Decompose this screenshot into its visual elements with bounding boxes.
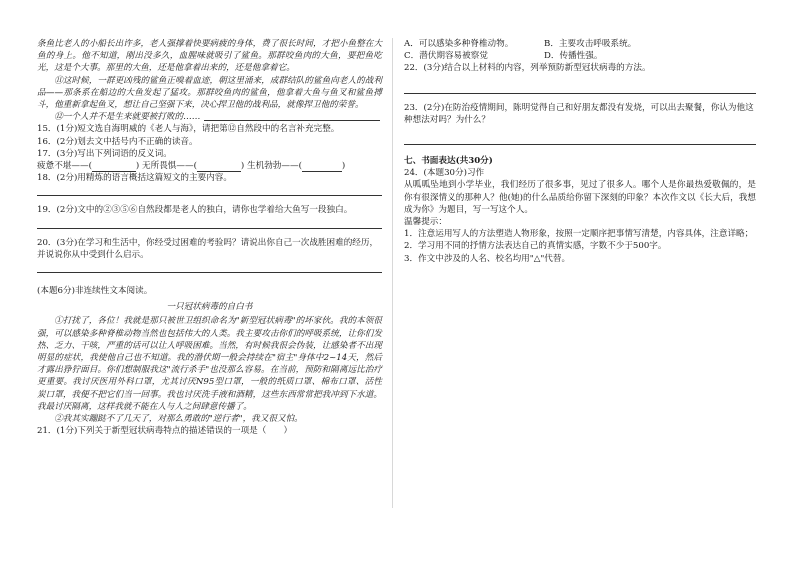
- right-column: [404, 38, 756, 265]
- question-19: 19．(2分)文中的②③⑤⑥自然段都是老人的独白，请你也学着给大鱼写一段独白。: [37, 205, 353, 216]
- antonym-2: ) 无所畏惧——(: [135, 161, 197, 172]
- passage-paragraph: 条鱼比老人的小船长出许多，老人强撑着快要病疲的身体，费了很长时间，才把小鱼整在大鱼的身上。他不知道，刚出没多久，血腥味就吸引了鲨鱼。那群咬鱼肉的大鱼，要把鱼吃光，这是个大事。那里的大鱼，还是他拿着出来的，还是他拿着它。: [37, 39, 382, 74]
- option-c[interactable]: C．潜伏期容易被察觉: [404, 51, 488, 62]
- answer-line[interactable]: [37, 185, 382, 196]
- essay-prompt: 从呱呱坠地到小学毕业，我们经历了很多事，见过了很多人。哪个人是你最热爱敬佩的，是你有很深情义的那种人？他(她)的什么品质给你留下深刻的印象？本次作文以《长大后，我想成为你》为题目，写一写这个人。: [404, 180, 756, 215]
- question-20: 20．(3分)在学习和生活中，你经受过困难的考验吗？请说出你自己一次战胜困难的经历，并说说你从中受到什么启示。: [37, 237, 379, 260]
- question-18: 18．(2分)用精炼的语言概括这篇短文的主要内容。: [37, 173, 232, 184]
- question-17: 17．(3分)写出下列词语的反义词。: [37, 148, 172, 159]
- answer-line[interactable]: [37, 262, 382, 273]
- section-6-intro: (本题6分)非连续性文本阅读。: [37, 286, 153, 297]
- antonym-1: 疲惫不堪——(: [37, 161, 92, 172]
- quote-fill-row: [37, 111, 382, 123]
- passage-paragraph-1: ①打扰了，各位！我就是那只被世卫组织命名为"新型冠状病毒"的坏家伙。我的本领很强，可以感染多种脊椎动物当然也包括伟大的人类。我主要攻击你们的呼吸系统，让你们发热、乏力、干咳，严重的话可以让人呼吸困难。当然，有时候我很会伪装，让感染者不出现明显的症状，我使他自己也不知道。我的潜伏期一般会持续在"宿主"身体中2~14天，然后才露出狰狞面目。你们想制服我这"流行杀手"也没那么容易。在当前，预防和隔离远比治疗更重要。我讨厌医用外科口罩，尤其讨厌N95型口罩，一般的纸质口罩、棉布口罩、活性炭口罩，我便不把它们当一回事。我也讨厌洗手液和酒精，这些东西常常把我冲到下水道。我最讨厌隔离，这样我就不能在人与人之间肆意传播了。: [37, 316, 382, 412]
- antonym-1-blank[interactable]: [92, 162, 136, 172]
- antonym-3: ) 生机勃勃——(: [240, 161, 302, 172]
- option-a[interactable]: A．可以感染多种脊椎动物。: [404, 39, 514, 49]
- option-d[interactable]: D．传播性强。: [544, 51, 603, 62]
- antonym-row: [37, 160, 382, 172]
- tips-title: 温馨提示：: [404, 217, 447, 228]
- column-divider: [392, 38, 393, 508]
- antonym-3-blank[interactable]: [302, 162, 342, 172]
- answer-blank[interactable]: [204, 111, 380, 121]
- question-22: 22．(3分)结合以上材料的内容，列举预防新型冠状病毒的方法。: [404, 63, 651, 74]
- question-21: 21．(1分)下列关于新型冠状病毒特点的描述错误的一项是（ ）: [37, 426, 293, 437]
- option-b[interactable]: B．主要攻击呼吸系统。: [544, 39, 637, 49]
- antonym-end: ): [341, 161, 346, 172]
- q21-options-row-2: [404, 50, 756, 62]
- passage-paragraph-12: ⑫一个人并不是生来就要被打败的……: [54, 112, 201, 123]
- tip-2: 2．学习用不同的抒情方法表达自己的真情实感，字数不少于500字。: [404, 241, 667, 252]
- question-15: 15．(1分)短文选自海明威的《老人与海》，请把第⑫自然段中的名言补充完整。: [37, 124, 340, 135]
- section-7-title: 七、书面表达(共30分): [404, 156, 493, 167]
- tip-1: 1．注意运用写人的方法塑造人物形象，按照一定顺序把事情写清楚，内容具体，注意详略；: [404, 229, 754, 240]
- answer-line[interactable]: [404, 83, 756, 94]
- passage-title: 一只冠状病毒的自白书: [166, 302, 253, 313]
- passage-paragraph-11: ⑪这时候，一群更凶残的鲨鱼正嗅着血迹，朝这里涌来，成群结队的鲨鱼向老人的战利品——那条系在船边的大鱼发起了猛攻。那群咬鱼肉的鲨鱼，他拿着大鱼与鱼叉和鲨鱼搏斗，他重新拿起鱼叉，想让自己坚强下来，决心捍卫他的战利品，就像捍卫他的荣誉。: [37, 75, 382, 111]
- question-24: 24．(本题30分)习作: [404, 168, 485, 179]
- question-16: 16．(2分)划去文中括号内不正确的读音。: [37, 136, 198, 147]
- question-23: 23．(2分)在防治疫情期间，陈明觉得自己和好朋友都没有发烧，可以出去聚餐，你认为他这种想法对吗？为什么？: [404, 102, 754, 125]
- answer-line[interactable]: [404, 134, 756, 145]
- left-column: [37, 38, 382, 437]
- q21-options-row-1: [404, 38, 756, 50]
- tip-3: 3．作文中涉及的人名、校名均用"△"代替。: [404, 253, 571, 264]
- answer-line[interactable]: [37, 218, 382, 229]
- passage-paragraph-2: ②我其实蹦跶不了几天了，对那么勇敢的"逆行者"，我又很又怕。: [54, 414, 303, 425]
- antonym-2-blank[interactable]: [197, 162, 241, 172]
